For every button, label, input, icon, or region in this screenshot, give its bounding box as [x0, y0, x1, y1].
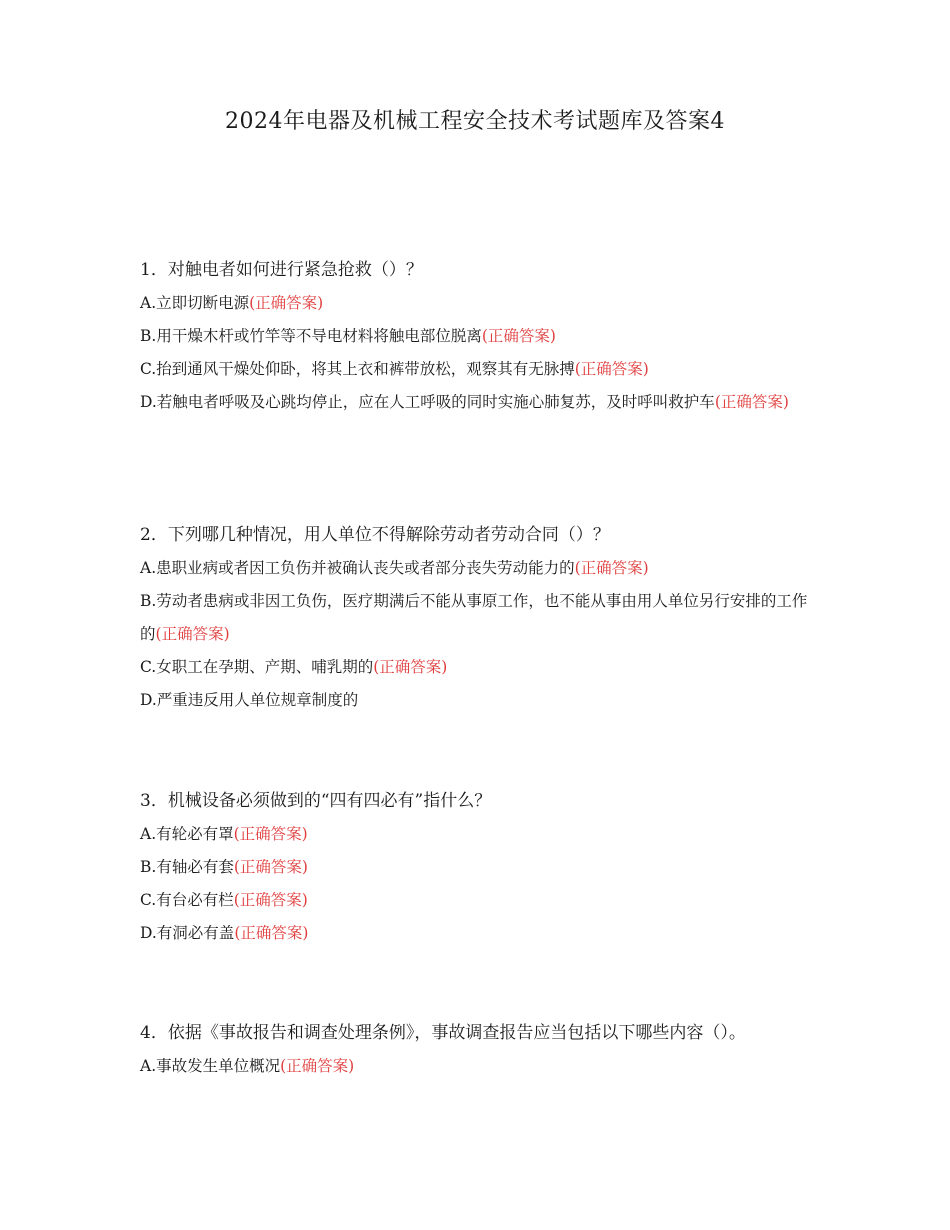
option-text: A.事故发生单位概况 [140, 1057, 281, 1075]
question-2 [140, 519, 812, 717]
correct-answer-mark: (正确答案) [280, 1057, 355, 1075]
question-1 [140, 254, 812, 419]
correct-answer-mark: (正确答案) [481, 327, 556, 345]
option-text: A.患职业病或者因工负伤并被确认丧失或者部分丧失劳动能力的 [140, 559, 575, 577]
correct-answer-mark: (正确答案) [249, 294, 324, 312]
option-text: B.有轴必有套 [140, 858, 234, 876]
option-text: D.若触电者呼吸及心跳均停止，应在人工呼吸的同时实施心肺复苏，及时呼叫救护车 [140, 393, 715, 411]
correct-answer-mark: (正确答案) [373, 658, 448, 676]
option-text: D.有洞必有盖 [140, 924, 235, 942]
option-text: B.劳动者患病或非因工负伤，医疗期满后不能从事原工作，也不能从事由用人单位另行安排的工作的 [140, 592, 808, 643]
question-stem: 2．下列哪几种情况，用人单位不得解除劳动者劳动合同（）？ [140, 525, 610, 545]
option-text: A.有轮必有罩 [140, 825, 234, 843]
correct-answer-mark: (正确答案) [233, 858, 308, 876]
option-c [140, 651, 812, 684]
correct-answer-mark: (正确答案) [574, 559, 649, 577]
question-4 [140, 1017, 812, 1083]
option-text: C.有台必有栏 [140, 891, 234, 909]
option-c [140, 884, 812, 917]
option-a [140, 287, 812, 320]
correct-answer-mark: (正确答案) [714, 393, 789, 411]
question-stem: 4．依据《事故报告和调查处理条例》，事故调查报告应当包括以下哪些内容（）。 [140, 1023, 746, 1043]
option-c [140, 353, 812, 386]
question-stem: 1．对触电者如何进行紧急抢救（）？ [140, 260, 423, 280]
option-b [140, 585, 812, 651]
option-b [140, 851, 812, 884]
option-text: A.立即切断电源 [140, 294, 250, 312]
option-d [140, 684, 812, 717]
question-3 [140, 785, 812, 950]
option-text: B.用干燥木杆或竹竿等不导电材料将触电部位脱离 [140, 327, 482, 345]
option-d [140, 917, 812, 950]
option-text: C.抬到通风干燥处仰卧，将其上衣和裤带放松，观察其有无脉搏 [140, 360, 575, 378]
correct-answer-mark: (正确答案) [233, 891, 308, 909]
option-a [140, 552, 812, 585]
document-title: 2024年电器及机械工程安全技术考试题库及答案4 [225, 109, 725, 134]
option-a [140, 1050, 812, 1083]
correct-answer-mark: (正确答案) [155, 625, 230, 643]
option-text: D.严重违反用人单位规章制度的 [140, 691, 359, 709]
correct-answer-mark: (正确答案) [234, 924, 309, 942]
correct-answer-mark: (正确答案) [574, 360, 649, 378]
option-b [140, 320, 812, 353]
option-a [140, 818, 812, 851]
option-d [140, 386, 812, 419]
correct-answer-mark: (正确答案) [233, 825, 308, 843]
question-stem: 3．机械设备必须做到的“四有四必有”指什么？ [140, 791, 492, 811]
option-text: C.女职工在孕期、产期、哺乳期的 [140, 658, 374, 676]
